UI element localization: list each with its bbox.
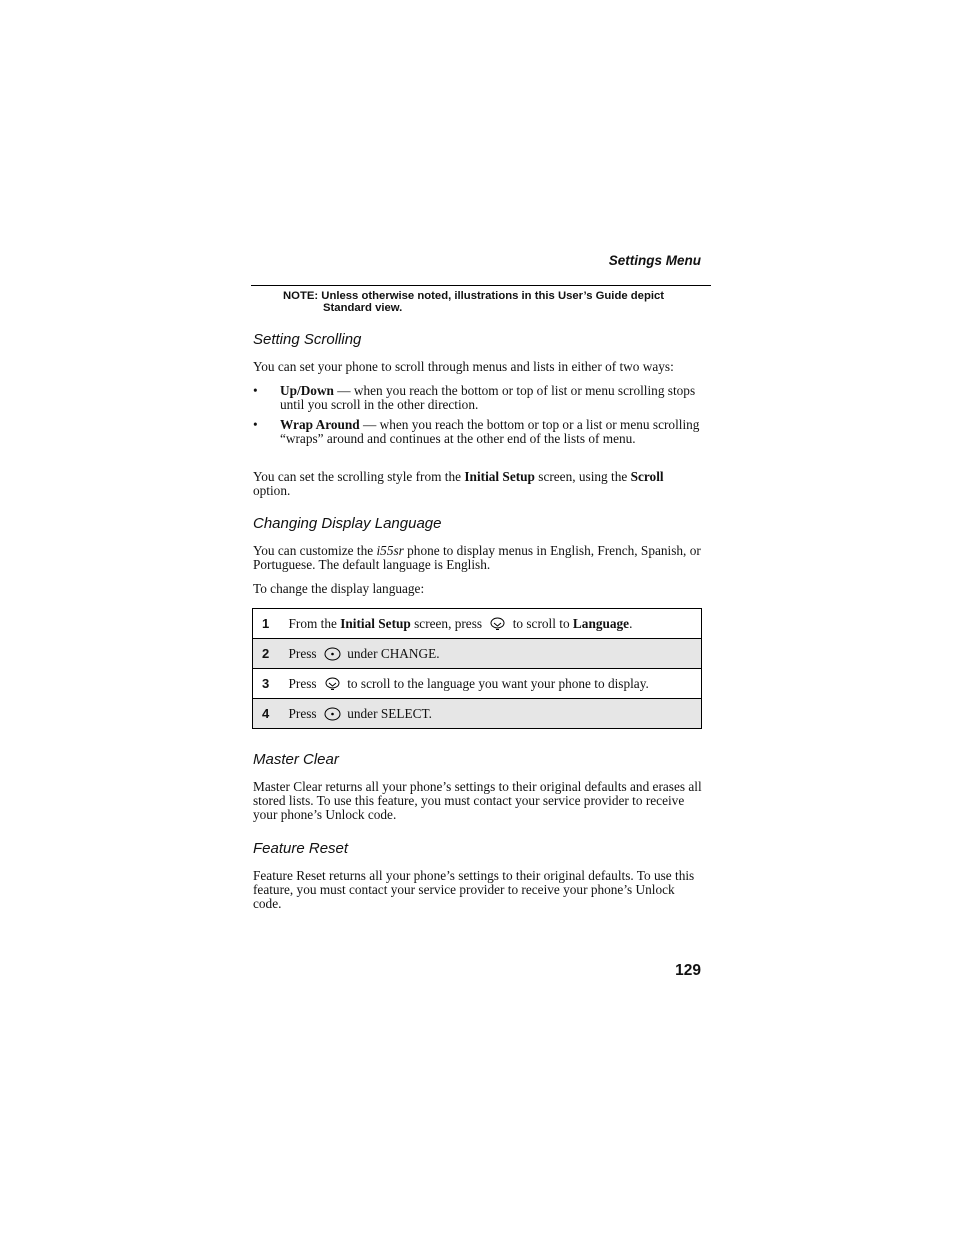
table-row [253,639,702,669]
note-text-line2: Standard view. [323,302,403,314]
list-item [253,384,703,414]
text-run: You can set the scrolling style from the [253,469,465,484]
section-heading-setting-scrolling: Setting Scrolling [253,331,362,348]
softkey-icon [324,647,341,661]
scroll-term: Scroll [630,469,664,484]
bullet-glyph: • [253,383,258,398]
initial-setup-term: Initial Setup [464,469,535,484]
table-row [253,699,702,729]
text-run: You can customize the [253,543,377,558]
page-number: 129 [675,962,701,979]
language-intro [253,544,703,572]
step-text: Press under SELECT. [289,699,702,729]
scrolling-style-paragraph [253,470,703,498]
language-lead: To change the display language: [253,581,425,596]
section-heading-master-clear: Master Clear [253,751,339,768]
note-text-line1: Unless otherwise noted, illustrations in this User’s Guide depict [321,290,665,302]
bullet-desc: — when you reach the bottom or top or a list or menu scrolling “wraps” around and continues at the other end of the lists of menu. [280,417,700,446]
step-number: 3 [253,669,289,699]
softkey-icon [324,707,341,721]
section-heading-feature-reset: Feature Reset [253,840,349,857]
note-label: NOTE: [283,290,319,302]
text-run: option. [253,483,291,498]
running-head: Settings Menu [608,253,701,268]
bullet-text [280,418,703,446]
list-item [253,418,703,462]
step-text: From the Initial Setup screen, press to scroll to Language. [289,609,702,639]
bullet-term: Up/Down [280,383,334,398]
bullet-desc: — when you reach the bottom or top of list or menu scrolling stops until you scroll in the other direction. [280,383,696,412]
text-run: phone to display menus in English, French, Spanish, or Portuguese. The default language is English. [253,543,701,572]
note-block [283,290,703,314]
phone-model: i55sr [376,543,404,558]
bullet-text [280,384,703,412]
scrolling-intro: You can set your phone to scroll through menus and lists in either of two ways: [253,359,674,374]
table-row [253,609,702,639]
bullet-term: Wrap Around [280,417,360,432]
master-clear-body: Master Clear returns all your phone’s settings to their original defaults and erases all stored lists. To use this feature, you must contact your service provider to receive your phone’s Unlock code. [253,779,702,822]
scroll-key-icon [324,677,341,691]
step-number: 2 [253,639,289,669]
step-text: Press to scroll to the language you want your phone to display. [289,669,702,699]
step-text: Press under CHANGE. [289,639,702,669]
feature-reset-body: Feature Reset returns all your phone’s settings to their original defaults. To use this feature, you must contact your service provider to receive your phone’s Unlock code. [253,868,695,911]
step-number: 1 [253,609,289,639]
section-heading-display-language: Changing Display Language [253,515,442,532]
steps-table [252,608,702,729]
table-row [253,669,702,699]
bullet-glyph: • [253,417,258,432]
step-number: 4 [253,699,289,729]
header-rule [251,285,711,286]
scroll-key-icon [489,617,506,631]
text-run: screen, using the [534,469,631,484]
